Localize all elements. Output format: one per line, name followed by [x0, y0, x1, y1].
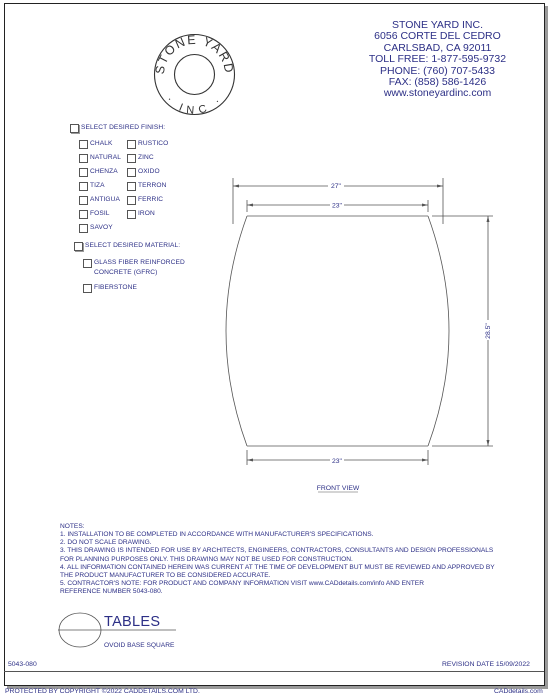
svg-text:STONE YARD: STONE YARD — [152, 32, 237, 76]
dim-27-label: 27" — [331, 183, 341, 190]
dim-23-bottom-arrow-left — [247, 459, 253, 462]
finish-label-savoy: SAVOY — [90, 224, 113, 231]
note-line-4: FOR PLANNING PURPOSES ONLY. THIS DRAWING MAY NOT BE USED FOR CONSTRUCTION. — [60, 555, 353, 563]
drawing-title: TABLES — [104, 614, 161, 630]
dim-27-arrow-right — [437, 185, 443, 188]
finish-label-ferric: FERRIC — [138, 196, 164, 203]
footer-divider — [4, 671, 544, 672]
finish-label-chalk: CHALK — [90, 140, 113, 147]
dim-height-label: 28.5" — [485, 323, 492, 339]
dim-27-arrow-left — [233, 185, 239, 188]
material-label-gfrc-line1: GLASS FIBER REINFORCED — [94, 259, 185, 266]
material-label-fiberstone: FIBERSTONE — [94, 284, 138, 291]
material-label-gfrc-line2: CONCRETE (GFRC) — [94, 269, 158, 276]
note-line-3: 3. THIS DRAWING IS INTENDED FOR USE BY ARCHITECTS, ENGINEERS, CONTRACTORS, CONSULTANTS AND DESIGN PROFESSIONALS — [60, 547, 494, 555]
dim-23-bottom-arrow-right — [422, 459, 428, 462]
svg-text:· INC ·: · INC · — [163, 93, 226, 117]
finish-label-antigua: ANTIGUA — [90, 196, 121, 203]
finish-label-natural: NATURAL — [90, 154, 121, 161]
company-website: www.stoneyardinc.com — [383, 87, 492, 100]
note-line-6: THE PRODUCT MANUFACTURER TO BE CONSIDERED ACCURATE. — [60, 571, 271, 579]
company-phone: PHONE: (760) 707-5433 — [380, 64, 495, 77]
dim-23-top-label: 23" — [332, 202, 342, 210]
caddetails-brand[interactable]: CADdetails.com — [494, 688, 543, 695]
drawing-subtitle: OVOID BASE SQUARE — [104, 642, 175, 649]
finish-label-rustico: RUSTICO — [138, 140, 169, 147]
company-address-1: 6056 CORTE DEL CEDRO — [374, 30, 501, 43]
finish-label-chenza: CHENZA — [90, 168, 118, 175]
finish-heading: SELECT DESIRED FINISH: — [81, 124, 166, 131]
company-tollfree: TOLL FREE: 1-877-595-9732 — [368, 53, 507, 66]
note-line-5: 4. ALL INFORMATION CONTAINED HEREIN WAS CURRENT AT THE TIME OF DEVELOPMENT BUT MUST BE REVIEWED AND APPROVED BY — [60, 563, 495, 571]
finish-label-iron: IRON — [138, 210, 155, 217]
finish-label-tiza: TIZA — [90, 182, 105, 189]
reference-number: 5043-080 — [8, 661, 37, 668]
notes-block — [60, 523, 495, 596]
dim-23-top-arrow-right — [422, 204, 428, 207]
dim-23-top-arrow-left — [247, 204, 253, 207]
finish-label-oxido: OXIDO — [138, 168, 160, 175]
table-outline-left — [226, 216, 247, 446]
company-address-2: CARLSBAD, CA 92011 — [383, 41, 492, 54]
company-fax: FAX: (858) 586-1426 — [388, 76, 487, 89]
notes-heading: NOTES: — [60, 523, 85, 530]
finish-label-terron: TERRON — [138, 182, 167, 189]
finish-label-zinc: ZINC — [138, 154, 154, 161]
material-heading: SELECT DESIRED MATERIAL: — [85, 242, 181, 249]
dim-height-arrow-bottom — [487, 440, 490, 446]
note-line-1: 1. INSTALLATION TO BE COMPLETED IN ACCORDANCE WITH MANUFACTURER'S SPECIFICATIONS. — [60, 531, 374, 539]
revision-date: REVISION DATE 15/09/2022 — [442, 661, 530, 668]
finish-label-fosil: FOSIL — [90, 210, 110, 217]
copyright-notice: PROTECTED BY COPYRIGHT ©2022 CADDETAILS.COM LTD. — [5, 688, 200, 695]
note-line-7: 5. CONTRACTOR'S NOTE: FOR PRODUCT AND COMPANY INFORMATION VISIT www.CADdetails.com/info AND ENTER — [60, 580, 424, 588]
note-line-8: REFERENCE NUMBER 5043-080. — [60, 588, 163, 596]
front-view-label: FRONT VIEW — [316, 485, 360, 492]
dim-23-bottom-label: 23" — [332, 458, 342, 465]
dim-height-arrow-top — [487, 216, 490, 222]
note-line-2: 2. DO NOT SCALE DRAWING. — [60, 539, 152, 547]
company-name: STONE YARD INC. — [391, 19, 484, 31]
table-outline-right — [428, 216, 449, 446]
